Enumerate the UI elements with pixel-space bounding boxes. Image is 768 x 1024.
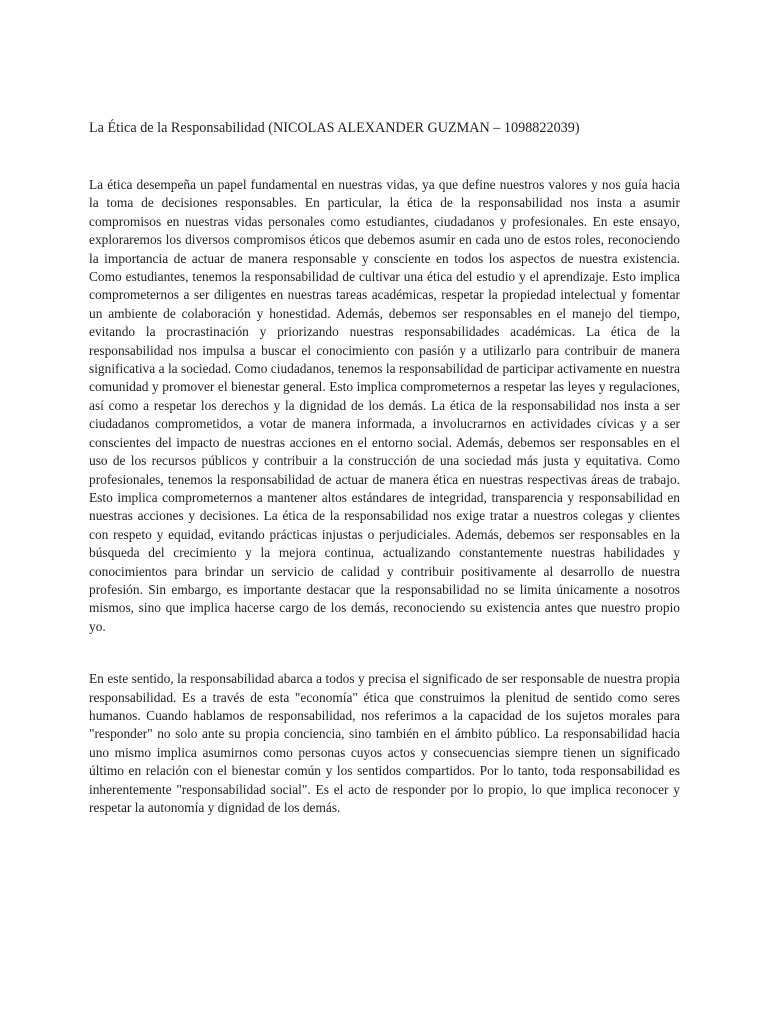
document-page [89,118,680,817]
body-paragraph-1: La ética desempeña un papel fundamental en nuestras vidas, ya que define nuestros valores y nos guía hacia la toma de decisiones responsables. En particular, la ética de la responsabilidad nos insta a asumir compromisos en nuestras vidas personales como estudiantes, ciudadanos y profesionales. En este ensayo, exploraremos los diversos compromisos éticos que debemos asumir en cada uno de estos roles, reconociendo la importancia de actuar de manera responsable y consciente en todos los aspectos de nuestra existencia. Como estudiantes, tenemos la responsabilidad de cultivar una ética del estudio y el aprendizaje. Esto implica comprometernos a ser diligentes en nuestras tareas académicas, respetar la propiedad intelectual y fomentar un ambiente de colaboración y honestidad. Además, debemos ser responsables en el manejo del tiempo, evitando la procrastinación y priorizando nuestras responsabilidades académicas. La ética de la responsabilidad nos impulsa a buscar el conocimiento con pasión y a utilizarlo para contribuir de manera significativa a la sociedad. Como ciudadanos, tenemos la responsabilidad de participar activamente en nuestra comunidad y promover el bienestar general. Esto implica comprometernos a respetar las leyes y regulaciones, así como a respetar los derechos y la dignidad de los demás. La ética de la responsabilidad nos insta a ser ciudadanos comprometidos, a votar de manera informada, a involucrarnos en actividades cívicas y a ser conscientes del impacto de nuestras acciones en el entorno social. Además, debemos ser responsables en el uso de los recursos públicos y contribuir a la construcción de una sociedad más justa y equitativa. Como profesionales, tenemos la responsabilidad de actuar de manera ética en nuestras respectivas áreas de trabajo. Esto implica comprometernos a mantener altos estándares de integridad, transparencia y responsabilidad en nuestras acciones y decisiones. La ética de la responsabilidad nos exige tratar a nuestros colegas y clientes con respeto y equidad, evitando prácticas injustas o perjudiciales. Además, debemos ser responsables en la búsqueda del crecimiento y la mejora continua, actualizando constantemente nuestras habilidades y conocimientos para brindar un servicio de calidad y contribuir positivamente al desarrollo de nuestra profesión. Sin embargo, es importante destacar que la responsabilidad no se limita únicamente a nosotros mismos, sino que implica hacerse cargo de los demás, reconociendo su existencia antes que nuestro propio yo. [89,177,680,634]
paragraph-spacer [89,636,680,670]
document-title: La Ética de la Responsabilidad (NICOLAS ALEXANDER GUZMAN – 1098822039) [89,120,580,136]
body-paragraph-2: En este sentido, la responsabilidad abarca a todos y precisa el significado de ser responsable de nuestra propia responsabilidad. Es a través de esta "economía" ética que construimos la plenitud de sentido como seres humanos. Cuando hablamos de responsabilidad, nos referimos a la capacidad de los sujetos morales para "responder" no solo ante su propia conciencia, sino también en el ámbito público. La responsabilidad hacia uno mismo implica asumirnos como personas cuyos actos y consecuencias siempre tienen un significado último en relación con el bienestar común y los sentidos compartidos. Por lo tanto, toda responsabilidad es inherentemente "responsabilidad social". Es el acto de responder por lo propio, lo que implica reconocer y respetar la autonomía y dignidad de los demás. [89,671,680,815]
